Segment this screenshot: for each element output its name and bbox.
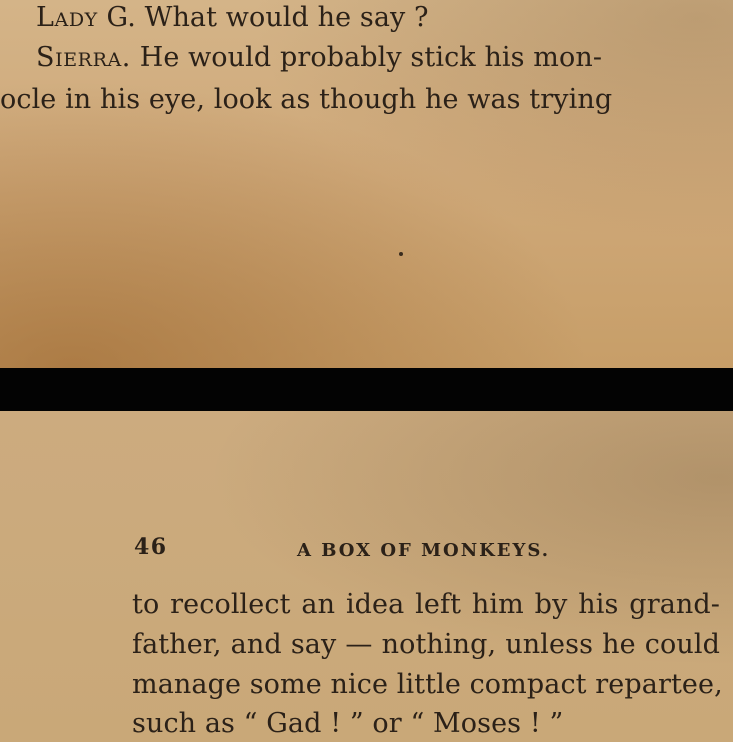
speaker-name: Lady	[36, 2, 98, 33]
dialogue-text: G. What would he say ?	[106, 2, 429, 33]
upper-page-fragment	[0, 0, 733, 368]
paper-speck	[399, 252, 403, 256]
body-line-2: father, and say — nothing, unless he could	[132, 629, 720, 660]
speaker-name: Sierra.	[36, 42, 131, 73]
dialogue-text: He would probably stick his mon-	[139, 42, 603, 73]
dialogue-line-lady-g	[36, 2, 429, 34]
scan-divider-bar	[0, 368, 733, 411]
running-title: A BOX OF MONKEYS.	[297, 540, 550, 561]
body-line-4: such as “ Gad ! ” or “ Moses ! ”	[132, 708, 564, 739]
page-number: 46	[134, 534, 168, 560]
body-line-3: manage some nice little compact repartee,	[132, 669, 723, 700]
lower-page-fragment	[0, 411, 733, 742]
dialogue-line-sierra	[36, 42, 602, 74]
body-line-1: to recollect an idea left him by his grand-	[132, 589, 720, 620]
dialogue-continuation: ocle in his eye, look as though he was trying	[0, 84, 613, 115]
